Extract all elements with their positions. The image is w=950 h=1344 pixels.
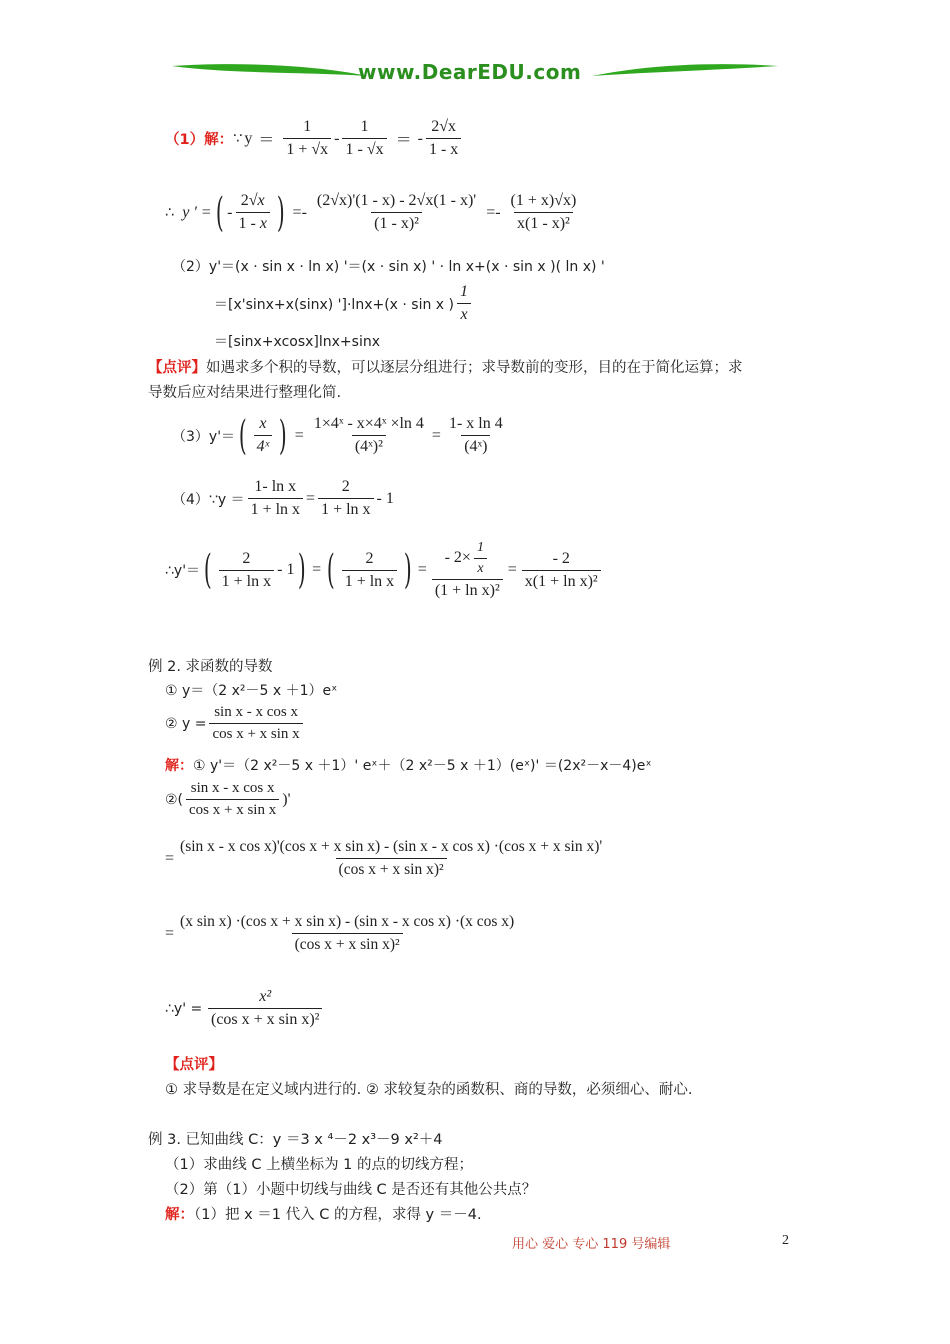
solution-2-line1: （2）y'＝(x · sin x · ln x) '＝(x · sin x) ' · ln x+(x · sin x )( ln x) ' bbox=[172, 259, 605, 275]
solution-2-line2: ＝[x'sinx+x(sinx) ']·lnx+(x · sin x ) $\frac{1}{x}$ bbox=[214, 283, 474, 324]
footer-text: 用心 爱心 专心 119 号编辑 bbox=[512, 1237, 671, 1252]
solution-4: （4）∵y ＝ $\frac{\text{1- ln x}}{\text{1 + ln x}}$ = $\frac{2}{\text{1 + ln x}}$ - 1 bbox=[172, 478, 394, 518]
example-2-final: ∴y' = $\frac{\text{x²}}{\text{(cos x + x sin x)²}}$ bbox=[165, 988, 328, 1029]
fraction: $\frac{2√x}{1 - x}$ bbox=[426, 118, 461, 159]
example-2-solution-2: ②( $\frac{\text{sin x - x cos x}}{\text{cos x + x sin x}}$ )' bbox=[165, 780, 291, 818]
solution-4-derivative: ∴y'＝ ( $\frac{2}{\text{1 + ln x}}$ - 1 ) = ( $\frac{2}{\text{1 + ln x}}$ ) = - 2× $\frac{1}{x}$ (1 + ln x)² = $\frac{- 2}{\text{x(1 + ln x)²}}$ bbox=[165, 540, 604, 600]
equals: ＝ bbox=[258, 132, 275, 149]
example-2-item2: ② y = $\frac{\text{sin x - x cos x}}{\text{cos x + x sin x}}$ bbox=[165, 704, 306, 743]
example-2-step-1: = (sin x - x cos x)'(cos x + x sin x) - (sin x - x cos x) ·(cos x + x sin x)' (cos x + x sin x)² bbox=[165, 838, 603, 878]
example-3-solution: 解：（1）把 x ＝1 代入 C 的方程，求得 y ＝－4. bbox=[165, 1207, 482, 1223]
example-3-question-2: （2）第（1）小题中切线与曲线 C 是否还有其他公共点？ bbox=[165, 1182, 537, 1198]
example-2-solution-1: 解：① y'＝（2 x²－5 x ＋1）' eˣ＋（2 x²－5 x ＋1）(eˣ)' ＝(2x²－x－4)eˣ bbox=[165, 758, 652, 774]
header-swoosh-left bbox=[170, 58, 370, 84]
solution-2-line3: ＝[sinx+xcosx]lnx+sinx bbox=[214, 334, 380, 350]
comment-1-cont: 导数后应对结果进行整理化简. bbox=[148, 385, 342, 401]
solution-1-label: （1）解： bbox=[165, 132, 234, 148]
solution-3: （3）y'＝ ( $\frac{x}{\text{4ˣ}}$ ) = $\frac{\text{1×4ˣ - x×4ˣ ×ln 4}}{\text{(4ˣ)²}}$ = $\frac{\text{1- x ln 4}}{\text{(4ˣ)}}$ bbox=[172, 412, 503, 459]
comment-2-text: ① 求导数是在定义域内进行的. ② 求较复杂的函数积、商的导数，必须细心、耐心. bbox=[165, 1082, 693, 1098]
because-symbol: ∵ bbox=[233, 130, 243, 147]
var-y: y bbox=[244, 129, 253, 147]
solution-1: （1）解： ∵ y ＝ $\frac{1}{1 + √x}$ - $\frac{1}{1 - √x}$ ＝ - $\frac{2√x}{1 - x}$ bbox=[165, 118, 464, 159]
comment-2-tag: 【点评】 bbox=[165, 1057, 223, 1073]
comment-1: 【点评】如遇求多个积的导数，可以逐层分组进行；求导数前的变形，目的在于简化运算；求 bbox=[148, 360, 743, 376]
example-2-step-2: = $\frac{\text{(x sin x) ·(cos x + x sin x) - (sin x - x cos x) ·(x cos x)}}{\text{(cos x + x sin x)²}}$ bbox=[165, 913, 515, 953]
example-2-title: 例 2. 求函数的导数 bbox=[148, 659, 273, 675]
example-3-question-1: （1）求曲线 C 上横坐标为 1 的点的切线方程； bbox=[165, 1157, 474, 1173]
page-number: 2 bbox=[782, 1233, 789, 1248]
solution-1-derivative: ∴ y ' = ( - $\frac{2√x}{1 - x}$ ) =- $\frac{(2√x)'(1 - x) - 2√x(1 - x)'}{\text{(1 - x)²}}$ =- $\frac{(1 + x)√x)}{\text{x(1 - x)²}}$ bbox=[165, 189, 577, 236]
example-2-item1: ① y＝（2 x²－5 x ＋1）eˣ bbox=[165, 683, 338, 699]
site-logo-text[interactable]: www.DearEDU.com bbox=[358, 60, 582, 84]
fraction: $\frac{1}{1 - √x}$ bbox=[342, 118, 386, 159]
example-3-title: 例 3. 已知曲线 C：y ＝3 x ⁴－2 x³－9 x²＋4 bbox=[148, 1132, 443, 1148]
header-swoosh-right bbox=[590, 58, 780, 84]
fraction: $\frac{1}{1 + √x}$ bbox=[283, 118, 331, 159]
